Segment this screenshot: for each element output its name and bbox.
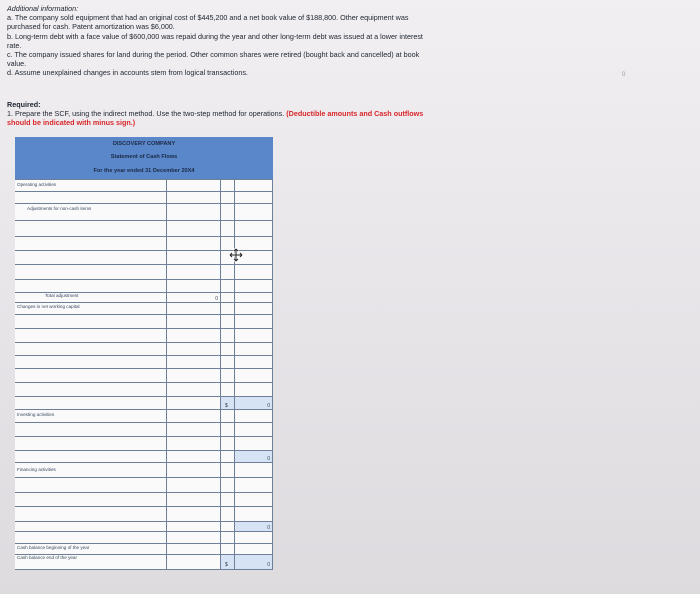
- total-input[interactable]: [234, 329, 273, 343]
- amount-input[interactable]: [166, 315, 220, 329]
- total-input[interactable]: [234, 369, 273, 383]
- table-row: [15, 382, 273, 397]
- description-input[interactable]: [15, 478, 166, 493]
- dollar-sign: $: [225, 403, 228, 409]
- adjustments-label: Adjustments for non-cash items: [27, 206, 92, 211]
- total-adjustment-value: 0: [215, 296, 218, 302]
- description-input[interactable]: [15, 493, 166, 507]
- required-line: 1. Prepare the SCF, using the indirect method. Use the two-step method for operations.: [7, 109, 285, 118]
- financing-label: Financing activities: [17, 467, 56, 472]
- description-input[interactable]: [15, 329, 166, 343]
- move-cursor-icon: [229, 248, 243, 262]
- blank-cell: [220, 383, 234, 397]
- amount-input[interactable]: [166, 221, 220, 237]
- total-input[interactable]: [234, 507, 273, 522]
- blank-cell: [220, 315, 234, 329]
- info-line-b2: rate.: [7, 40, 22, 50]
- required-section: [7, 100, 527, 127]
- cash-end-label: Cash balance end of the year: [17, 555, 78, 560]
- total-input[interactable]: [234, 221, 273, 237]
- cash-end-value: 0: [267, 562, 270, 568]
- table-row: [15, 203, 273, 221]
- blank-cell: [220, 437, 234, 451]
- amount-input[interactable]: [166, 251, 220, 265]
- total-input[interactable]: [234, 204, 273, 221]
- blank-cell: [220, 463, 234, 478]
- table-row: [15, 368, 273, 383]
- cash-begin-label: Cash balance beginning of the year: [17, 545, 90, 550]
- amount-input[interactable]: [166, 383, 220, 397]
- table-row: [15, 355, 273, 369]
- blank-cell: [220, 265, 234, 280]
- table-row: [15, 328, 273, 343]
- investing-label: Investing activities: [17, 412, 55, 417]
- description-input[interactable]: [15, 437, 166, 451]
- info-line-a1: a. The company sold equipment that had an original cost of $445,200 and a net book value of $188,800. Other equipment was: [7, 13, 409, 23]
- row-label-cell: [15, 463, 166, 478]
- table-row: [15, 342, 273, 356]
- amount-input[interactable]: [166, 507, 220, 522]
- table-row: [15, 264, 273, 280]
- description-input[interactable]: [15, 369, 166, 383]
- amount-input[interactable]: [166, 493, 220, 507]
- sign-note-2: should be indicated with minus sign.): [7, 118, 136, 127]
- changes-nwc-label: Changes in net working capital: [17, 304, 80, 309]
- info-line-b1: b. Long-term debt with a face value of $600,000 was repaid during the year and other long-term debt was issued at a lower interest: [7, 31, 423, 41]
- operating-label: Operating activities: [17, 182, 57, 187]
- amount-input[interactable]: [166, 478, 220, 493]
- table-row: [15, 396, 273, 410]
- info-title: Additional information:: [7, 4, 79, 13]
- amount-input[interactable]: [166, 265, 220, 280]
- statement-title: Statement of Cash Flows: [15, 151, 273, 165]
- dollar-sign: $: [225, 562, 228, 568]
- description-input[interactable]: [15, 383, 166, 397]
- statement-period: For the year ended 31 December 20X4: [15, 164, 273, 180]
- blank-cell: [220, 204, 234, 221]
- table-row: [15, 409, 273, 423]
- amount-input[interactable]: [166, 369, 220, 383]
- table-row: [15, 422, 273, 437]
- info-line-c1: c. The company issued shares for land during the period. Other common shares were retired (bought back and cancelled) at book: [7, 50, 420, 60]
- blank-cell: [220, 423, 234, 437]
- statement-grid: [15, 179, 273, 568]
- amount-input[interactable]: [166, 329, 220, 343]
- required-heading: Required:: [7, 100, 41, 109]
- description-input[interactable]: [15, 315, 166, 329]
- total-input[interactable]: [234, 423, 273, 437]
- operating-total-value: 0: [267, 403, 270, 409]
- misc-mark: 0: [622, 72, 626, 78]
- total-input[interactable]: [234, 463, 273, 478]
- info-line-c2: value.: [7, 59, 27, 69]
- total-input[interactable]: [234, 493, 273, 507]
- table-row: [15, 279, 273, 293]
- table-row: [15, 220, 273, 237]
- total-input[interactable]: [234, 265, 273, 280]
- amount-input[interactable]: [166, 437, 220, 451]
- row-label-cell: [15, 204, 166, 221]
- amount-input[interactable]: [166, 204, 220, 221]
- description-input[interactable]: [15, 221, 166, 237]
- blank-cell: [220, 478, 234, 493]
- blank-cell: [220, 329, 234, 343]
- description-input[interactable]: [15, 237, 166, 251]
- investing-total-value: 0: [267, 456, 270, 462]
- financing-total-value: 0: [267, 525, 270, 531]
- table-row: [15, 492, 273, 507]
- total-input[interactable]: [234, 478, 273, 493]
- description-input[interactable]: [15, 251, 166, 265]
- blank-cell: [220, 493, 234, 507]
- cash-end-cell: [234, 555, 273, 569]
- additional-information: [7, 4, 527, 78]
- amount-input[interactable]: [166, 423, 220, 437]
- amount-input[interactable]: [166, 237, 220, 251]
- table-row: [15, 554, 273, 570]
- description-input[interactable]: [15, 423, 166, 437]
- total-adjustment-label: Total adjustment: [45, 293, 79, 298]
- table-row: [15, 462, 273, 478]
- blank-cell: [220, 221, 234, 237]
- row-label-cell: [15, 555, 166, 569]
- blank-cell: [166, 555, 220, 569]
- total-input[interactable]: [234, 383, 273, 397]
- cash-flow-statement: [15, 137, 273, 568]
- total-input[interactable]: [234, 437, 273, 451]
- dollar-cell: [220, 555, 234, 569]
- table-row: [15, 436, 273, 451]
- blank-cell: [220, 507, 234, 522]
- sign-note: (Deductible amounts and Cash outflows: [286, 109, 424, 118]
- description-input[interactable]: [15, 265, 166, 280]
- description-input[interactable]: [15, 507, 166, 522]
- table-row: [15, 477, 273, 493]
- table-row: [15, 506, 273, 522]
- total-input[interactable]: [234, 315, 273, 329]
- info-line-a2: purchased for cash. Patent amortization was $6,000.: [7, 22, 175, 32]
- info-line-d: d. Assume unexplained changes in accounts stem from logical transactions.: [7, 68, 248, 78]
- amount-input[interactable]: [166, 463, 220, 478]
- company-name: DISCOVERY COMPANY: [15, 137, 273, 152]
- table-row: [15, 314, 273, 329]
- blank-cell: [220, 369, 234, 383]
